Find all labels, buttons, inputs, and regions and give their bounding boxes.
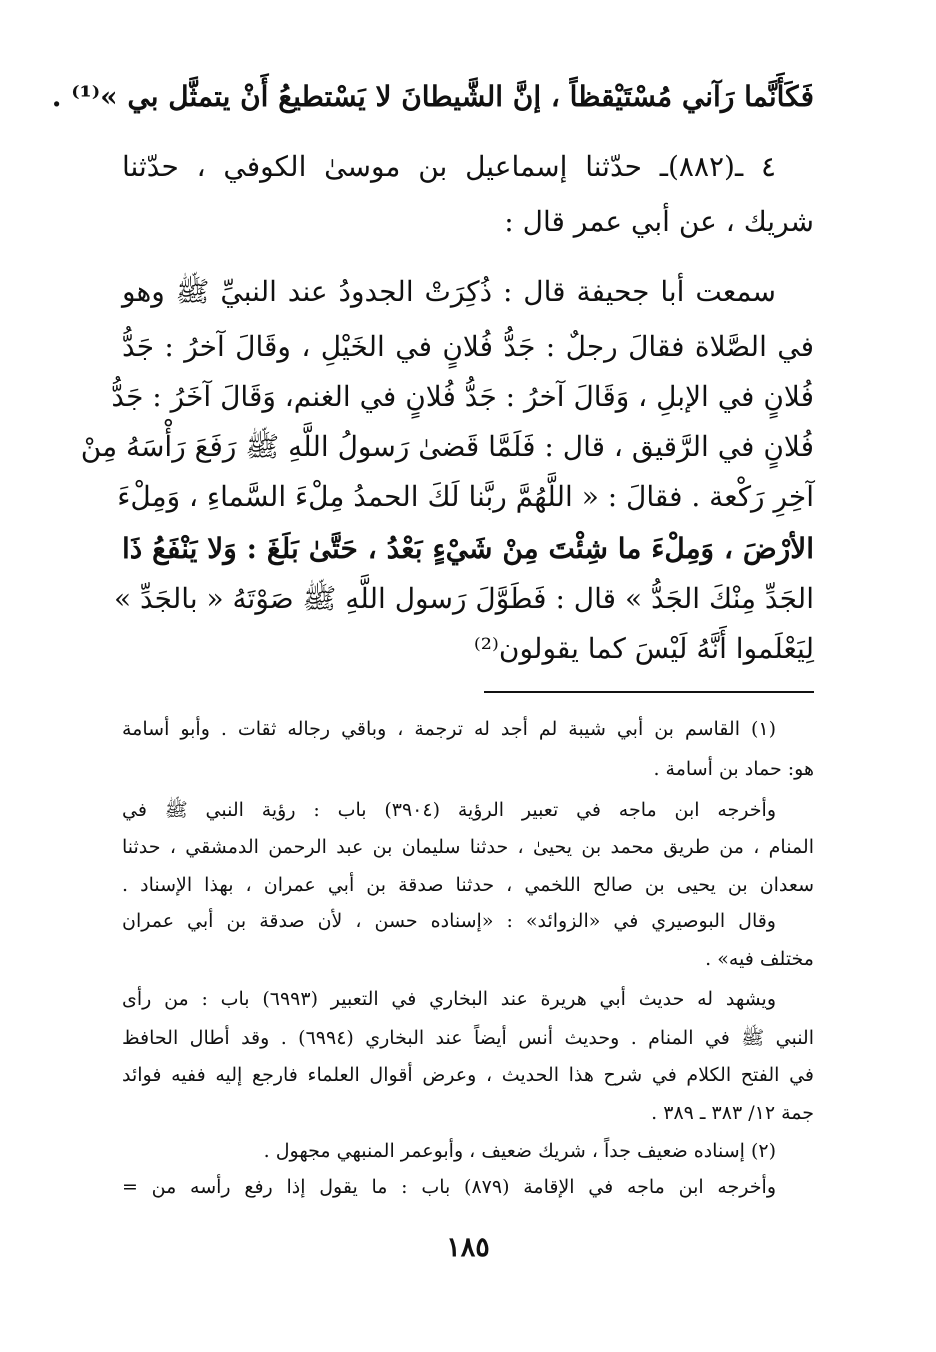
main-line-11: لِيَعْلَموا أَنَّهُ لَيْسَ كما يقولون⁽²⁾	[473, 632, 814, 665]
footnote-line-11: جمة ١٢/ ٣٨٣ ـ ٣٨٩ .	[651, 1102, 814, 1124]
footnote-line-12: (٢) إسناده ضعيف جداً ، شريك ضعيف ، وأبوعمر المنبهي مجهول .	[263, 1140, 776, 1162]
footnote-line-10: في الفتح الكلام في شرح هذا الحديث ، وعرض أقوال العلماء فارجع إليه ففيه فوائد	[122, 1064, 814, 1086]
main-line-3: شريك ، عن أبي عمر قال :	[504, 205, 814, 238]
footnote-line-1: (١) القاسم بن أبي شيبة لم أجد له ترجمة ، وباقي رجاله ثقات . وأبو أسامة	[122, 718, 776, 740]
main-line-8: آخِرِ رَكْعة . فقالَ : « اللَّهُمَّ ربَّنا لَكَ الحمدُ مِلْءَ السَّماءِ ، وَمِلْءَ	[117, 480, 814, 513]
footnote-line-7: مختلف فيه» .	[705, 948, 814, 970]
hadith-number-line: ٤ ـ(٨٨٢)ـ حدّثنا إسماعيل بن موسىٰ الكوفي ، حدّثنا	[122, 150, 776, 183]
footnote-line-4: المنام ، من طريق محمد بن يحيىٰ ، حدثنا سليمان بن عبد الرحمن الدمشقي ، حدثنا	[122, 836, 814, 858]
main-line-4: سمعت أبا جحيفة قال : ذُكِرَتْ الجدودُ عند النبيِّ ﷺ وهو	[122, 275, 776, 308]
footnote-line-2: هو: حماد بن أسامة .	[653, 758, 814, 780]
footnote-line-8: ويشهد له حديث أبي هريرة عند البخاري في التعبير (٦٩٩٣) باب : من رأى	[122, 988, 776, 1010]
main-line-1: فَكَأَنَّما رَآني مُسْتَيْقظاً ، إنَّ الشَّيطانَ لا يَسْتطيعُ أَنْ يتمثَّل بي »⁽¹⁾ .	[51, 80, 814, 113]
main-line-9: الأرْضَ ، وَمِلْءَ ما شِئْتَ مِنْ شَيْءٍ بَعْدُ ، حَتَّىٰ بَلَغَ : وَلا يَنْفَعُ ذَا	[122, 532, 814, 565]
page-number: ١٨٥	[446, 1232, 490, 1263]
footnote-line-9: النبي ﷺ في المنام . وحديث أنس أيضاً عند البخاري (٦٩٩٤) . وقد أطال الحافظ	[122, 1027, 814, 1049]
main-line-10: الجَدِّ مِنْكَ الجَدُّ » قال : فَطَوَّلَ رَسول اللَّهِ ﷺ صَوْتَهُ « بالجَدِّ »	[113, 582, 814, 615]
main-line-5: في الصَّلاة فقالَ رجلٌ : جَدُّ فُلانٍ في الخَيْلِ ، وقَالَ آخرُ : جَدُّ	[122, 330, 814, 363]
footnote-line-13: وأخرجه ابن ماجه في الإقامة (٨٧٩) باب : ما يقول إذا رفع رأسه من =	[122, 1176, 776, 1198]
footnote-line-3: وأخرجه ابن ماجه في تعبير الرؤية (٣٩٠٤) باب : رؤية النبي ﷺ في	[122, 799, 776, 821]
main-line-6: فُلانٍ في الإبلِ ، وَقَالَ آخرُ : جَدُّ فُلانٍ في الغنم، وَقَالَ آخَرُ : جَدُّ	[111, 380, 814, 413]
main-line-7: فُلانٍ في الرَّقيق ، قال : فَلَمَّا قَضىٰ رَسولُ اللَّهِ ﷺ رَفَعَ رَأْسَهُ مِنْ	[80, 430, 814, 463]
footnote-line-5: سعدان بن يحيى بن صالح اللخمي ، حدثنا صدقة بن أبي عمران ، بهذا الإسناد .	[122, 874, 814, 896]
footnote-separator	[484, 691, 814, 693]
footnote-line-6: وقال البوصيري في «الزوائد» : «إسناده حسن ، لأن صدقة بن أبي عمران	[122, 910, 776, 932]
